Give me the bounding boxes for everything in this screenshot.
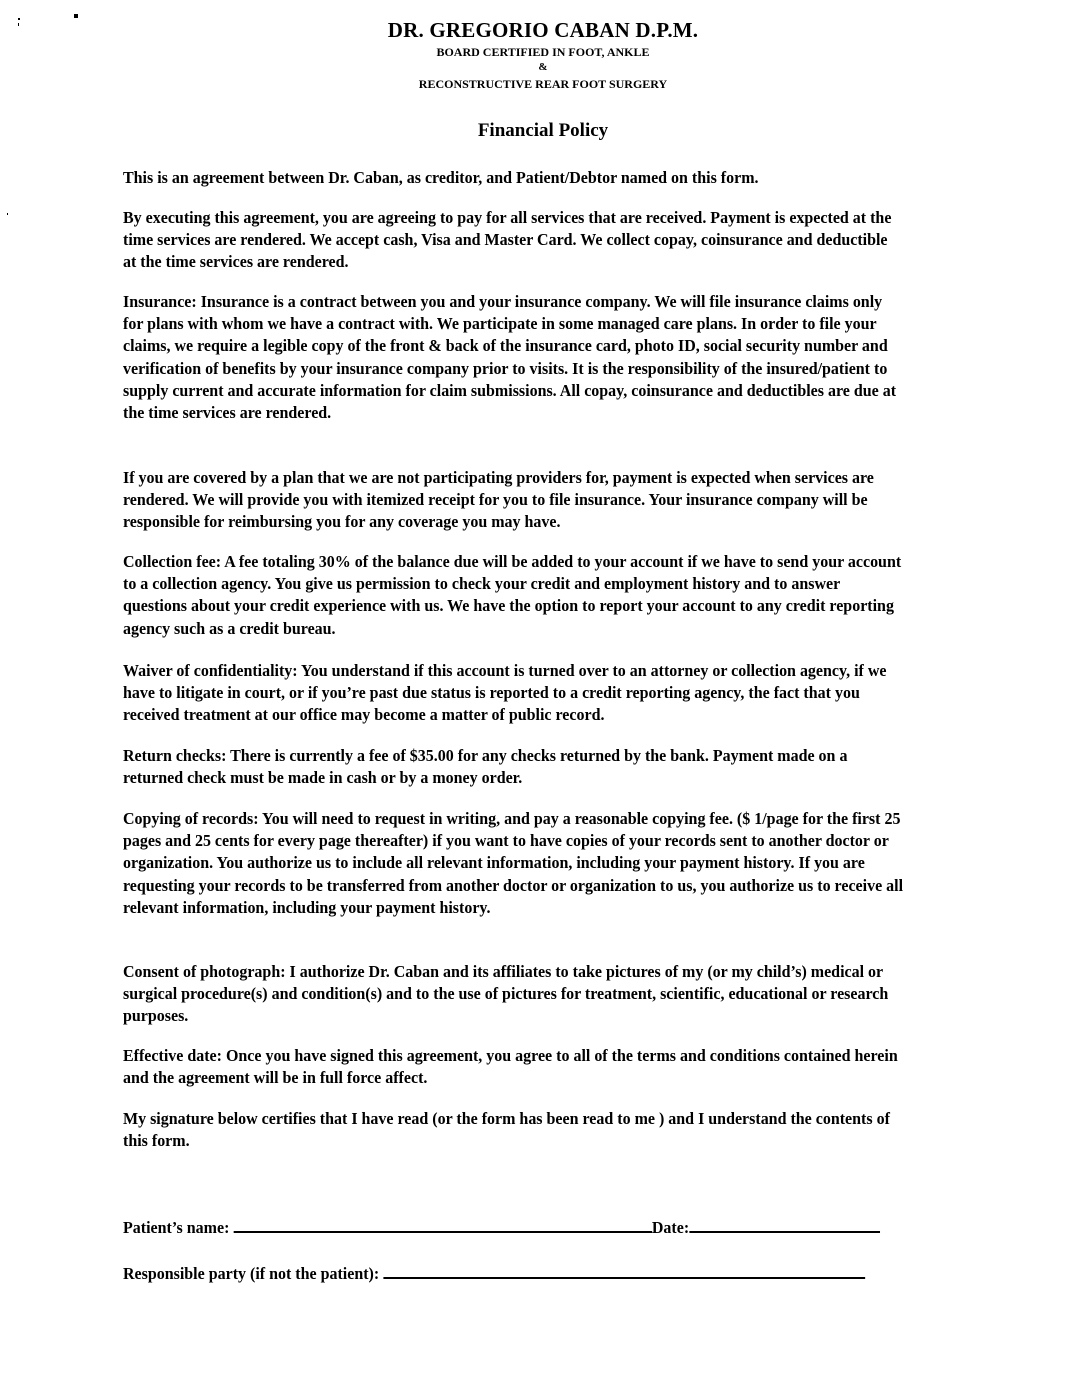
intro-paragraph bbox=[123, 167, 904, 189]
paragraph-text: Effective date: Once you have signed this agreement, you agree to all of the terms and conditions contained herein and the agreement will be in full force affect. bbox=[123, 1046, 898, 1088]
patient-name-field[interactable] bbox=[233, 1217, 652, 1233]
non-participating-paragraph bbox=[123, 467, 904, 534]
date-label: Date: bbox=[651, 1218, 690, 1237]
copying-records-paragraph bbox=[123, 808, 904, 919]
waiver-confidentiality-paragraph bbox=[123, 660, 904, 727]
paragraph-text: Waiver of confidentiality: You understand if this account is turned over to an attorney or collection agency, if we have to litigate in court, or if you’re past due status is reported to a credit reporting agency, the fact that you received treatment at our office may become a matter of public record. bbox=[123, 661, 887, 725]
responsible-party-label: Responsible party (if not the patient): bbox=[123, 1264, 380, 1283]
paragraph-text: This is an agreement between Dr. Caban, as creditor, and Patient/Debtor named on this form. bbox=[123, 168, 759, 187]
patient-name-label: Patient’s name: bbox=[123, 1218, 230, 1237]
doctor-name: DR. GREGORIO CABAN D.P.M. bbox=[387, 18, 699, 42]
return-checks-paragraph bbox=[123, 745, 904, 789]
paragraph-text: Insurance: Insurance is a contract between you and your insurance company. We will file insurance claims only for plans with whom we have a contract with. We participate in some managed care plans. In order to file your claims, we require a legible copy of the front & back of the insurance card, photo ID, social security number and verification of benefits by your insurance company prior to visits. It is the responsibility of the insured/patient to supply current and accurate information for claim submissions. All copay, coinsurance and deductibles are due at the time services are rendered. bbox=[123, 292, 897, 423]
paragraph-text: If you are covered by a plan that we are not participating providers for, payment is expected when services are rendered. We will provide you with itemized receipt for you to file insurance. Your insurance company will be responsible for reimbursing you for any coverage you may have. bbox=[123, 468, 874, 532]
certification-line-1: BOARD CERTIFIED IN FOOT, ANKLE bbox=[436, 45, 650, 59]
paragraph-text: Copying of records: You will need to request in writing, and pay a reasonable copying fee. ($ 1/page for the first 25 pages and 25 cents for every page thereafter) if you want to have copies of your records sent to another doctor or organization. You authorize us to include all relevant information, including your payment history. If you are requesting your records to be transferred from another doctor or organization to us, you authorize us to receive all relevant information, including your payment history. bbox=[123, 809, 904, 917]
certification-line-2: RECONSTRUCTIVE REAR FOOT SURGERY bbox=[418, 77, 668, 91]
paragraph-text: Return checks: There is currently a fee of $35.00 for any checks returned by the bank. Payment made on a returned check must be made in cash or by a money order. bbox=[123, 746, 848, 788]
date-field[interactable] bbox=[689, 1217, 880, 1233]
scan-artifact bbox=[7, 213, 8, 215]
effective-date-paragraph bbox=[123, 1045, 904, 1089]
certification-ampersand: & bbox=[538, 61, 548, 73]
responsible-party-row bbox=[123, 1263, 865, 1284]
paragraph-text: By executing this agreement, you are agreeing to pay for all services that are received. Payment is expected at the time services are rendered. We accept cash, Visa and Master Card. We collect copay, coinsurance and deductible at the time services are rendered. bbox=[123, 208, 892, 272]
paragraph-text: Consent of photograph: I authorize Dr. Caban and its affiliates to take pictures of my (or my child’s) medical or surgical procedure(s) and condition(s) and to the use of pictures for treatment, scientific, educational or research purposes. bbox=[123, 962, 889, 1026]
collection-fee-paragraph bbox=[123, 551, 904, 640]
document-title: Financial Policy bbox=[477, 120, 609, 141]
consent-photograph-paragraph bbox=[123, 961, 904, 1028]
signature-certification-paragraph bbox=[123, 1108, 904, 1152]
responsible-party-field[interactable] bbox=[383, 1263, 865, 1279]
paragraph-text: Collection fee: A fee totaling 30% of the balance due will be added to your account if we have to send your account to a collection agency. You give us permission to check your credit and employment history and to answer questions about your credit experience with us. We have the option to report your account to any credit reporting agency such as a credit bureau. bbox=[123, 552, 902, 638]
payment-paragraph bbox=[123, 207, 904, 274]
paragraph-text: My signature below certifies that I have read (or the form has been read to me ) and I understand the contents of this form. bbox=[123, 1109, 890, 1151]
insurance-paragraph bbox=[123, 291, 904, 424]
patient-name-row bbox=[123, 1217, 880, 1238]
